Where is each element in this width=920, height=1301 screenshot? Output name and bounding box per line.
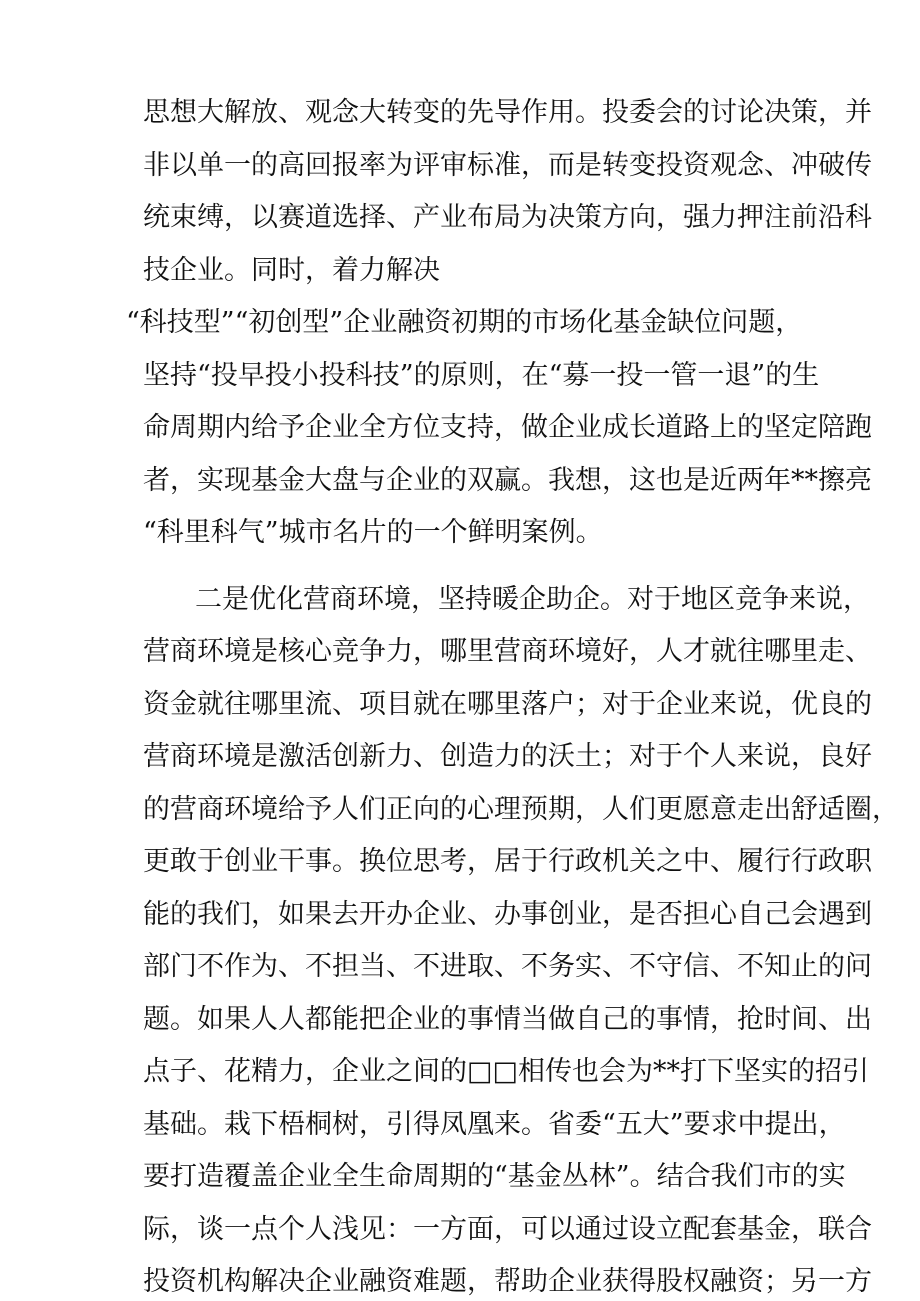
paragraph-heading-line: 二是优化营商环境，坚持暖企助企。对于地区竞争来说， — [195, 584, 870, 615]
text-line: 部门不作为、不担当、不进取、不务实、不守信、不知止的问 — [143, 951, 872, 982]
text-line: “科里科气”城市名片的一个鲜明案例。 — [143, 517, 603, 548]
text-line: 统束缚，以赛道选择、产业布局为决策方向，强力押注前沿科 — [143, 202, 872, 233]
text-line: 要打造覆盖企业全生命周期的“基金丛林”。结合我们市的实 — [143, 1161, 846, 1192]
text-line: 坚持“投早投小投科技”的原则，在“募一投一管一退”的生 — [143, 360, 820, 391]
text-line: “科技型”“初创型”企业融资初期的市场化基金缺位问题， — [126, 307, 803, 338]
text-line: 技企业。同时，着力解决 — [143, 255, 440, 286]
text-line: 能的我们，如果去开办企业、办事创业，是否担心自己会遇到 — [143, 899, 872, 930]
text-line: 者，实现基金大盘与企业的双赢。我想，这也是近两年**擦亮 — [143, 465, 872, 496]
text-line: 思想大解放、观念大转变的先导作用。投委会的讨论决策，并 — [143, 97, 872, 128]
text-line: 际，谈一点个人浅见：一方面，可以通过设立配套基金，联合 — [143, 1214, 872, 1245]
text-line: 投资机构解决企业融资难题，帮助企业获得股权融资；另一方 — [143, 1266, 872, 1297]
text-line: 的营商环境给予人们正向的心理预期，人们更愿意走出舒适圈， — [143, 794, 899, 825]
text-line: 更敢于创业干事。换位思考，居于行政机关之中、履行行政职 — [143, 846, 872, 877]
text-line: 命周期内给予企业全方位支持，做企业成长道路上的坚定陪跑 — [143, 412, 872, 443]
text-line: 资金就往哪里流、项目就在哪里落户；对于企业来说，优良的 — [143, 689, 872, 720]
text-line: 基础。栽下梧桐树，引得凤凰来。省委“五大”要求中提出， — [143, 1109, 846, 1140]
text-line: 非以单一的高回报率为评审标准，而是转变投资观念、冲破传 — [143, 150, 872, 181]
text-line: 题。如果人人都能把企业的事情当做自己的事情，抢时间、出 — [143, 1004, 872, 1035]
text-line: 营商环境是核心竞争力，哪里营商环境好，人才就往哪里走、 — [143, 636, 872, 667]
text-line: 营商环境是激活创新力、创造力的沃土；对于个人来说，良好 — [143, 741, 872, 772]
text-line: 点子、花精力，企业之间的□□相传也会为**打下坚实的招引 — [143, 1056, 870, 1087]
